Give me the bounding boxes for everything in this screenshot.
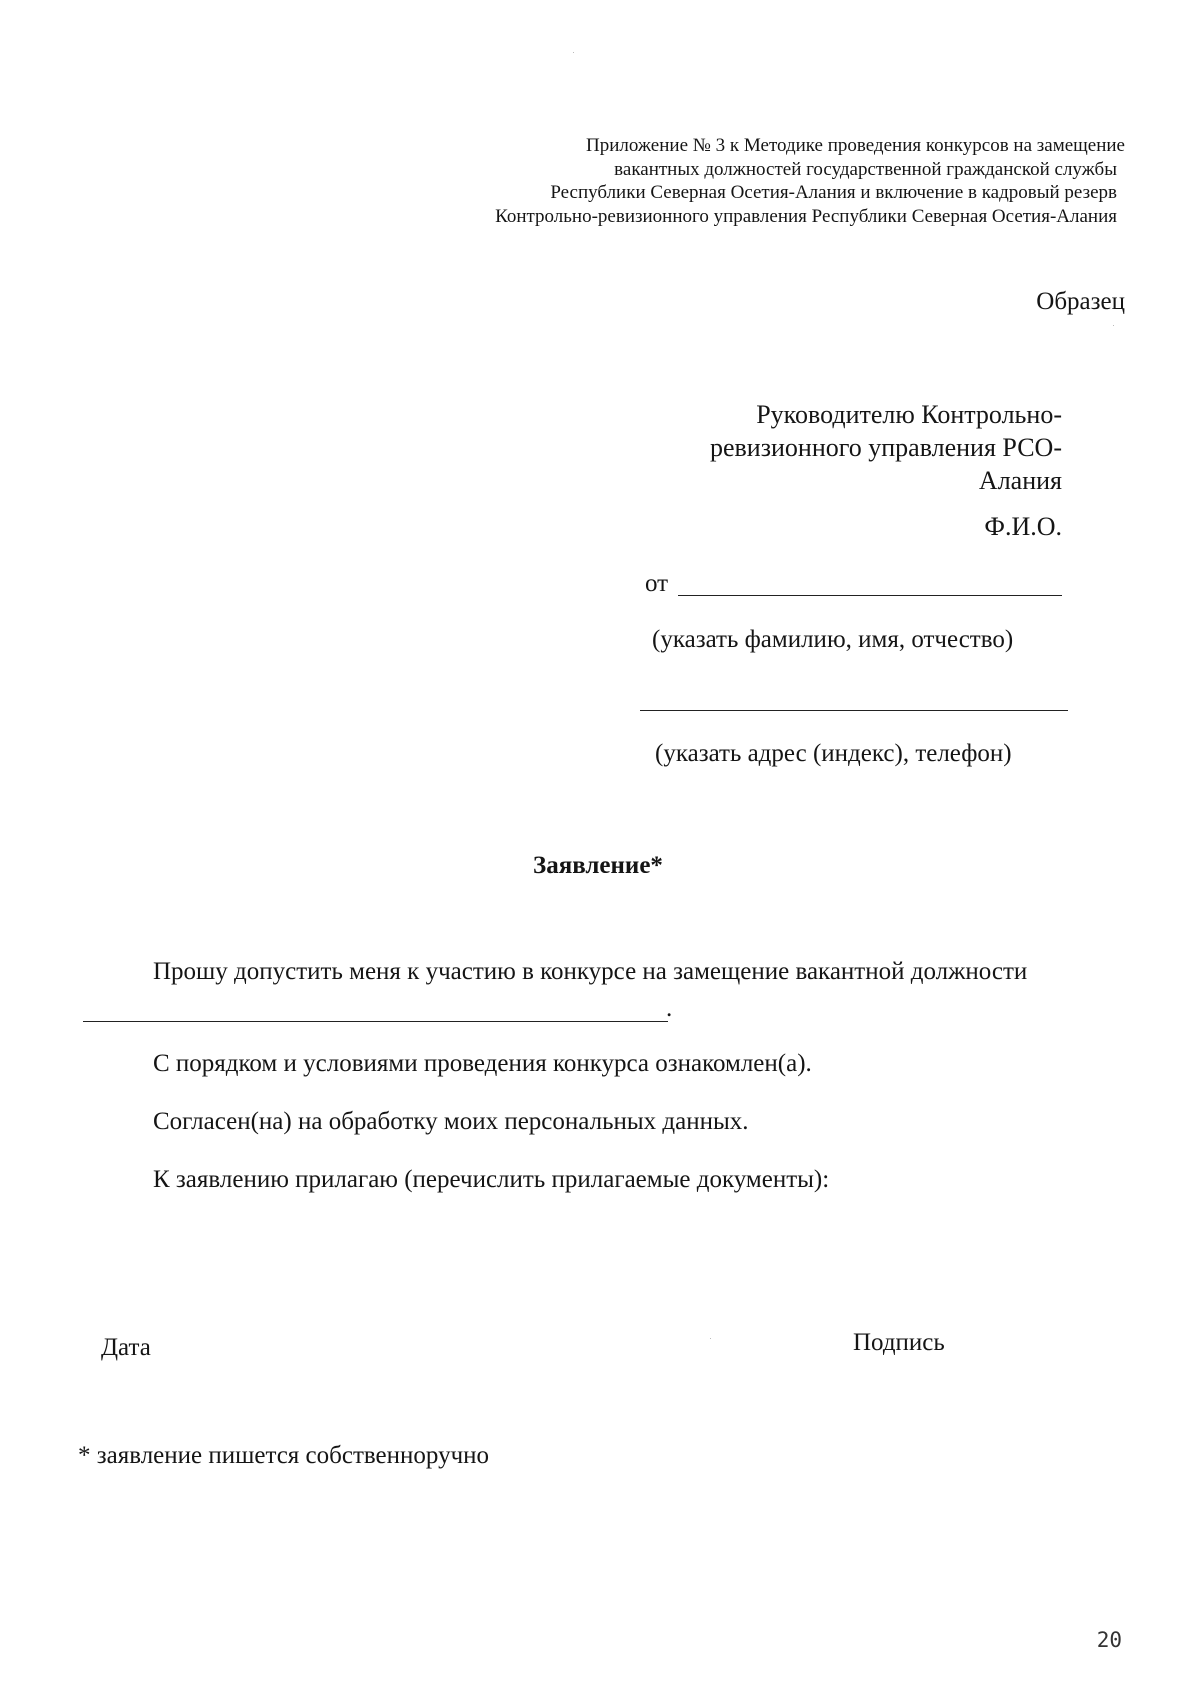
from-label: от (645, 570, 669, 597)
appendix-line-1: Приложение № 3 к Методике проведения конкурсов на замещение (586, 135, 1125, 156)
date-label: Дата (101, 1334, 151, 1361)
appendix-line-4: Контрольно-ревизионного управления Республики Северная Осетия-Алания (495, 205, 1117, 227)
request-text: Прошу допустить меня к участию в конкурсе на замещение вакантной должности (153, 958, 1028, 985)
request-end-dot: . (666, 995, 673, 1022)
addressee-fio: Ф.И.О. (984, 512, 1062, 541)
address-hint: (указать адрес (индекс), телефон) (655, 740, 1012, 767)
position-fill-line (83, 1021, 668, 1022)
name-hint: (указать фамилию, имя, отчество) (652, 626, 1014, 653)
page-number: 20 (1096, 1628, 1122, 1652)
addressee-line-1: Руководителю Контрольно- (756, 400, 1062, 429)
addressee-line-2: ревизионного управления РСО- (709, 433, 1062, 462)
name-fill-line (678, 595, 1062, 596)
sample-label: Образец (1036, 288, 1125, 315)
appendix-header (495, 134, 1125, 228)
addressee-block (710, 398, 1062, 497)
familiar-text: С порядком и условиями проведения конкурса ознакомлен(а). (153, 1050, 812, 1077)
scan-speck (710, 1338, 711, 1339)
addressee-line-3: Алания (978, 466, 1062, 495)
attach-text: К заявлению прилагаю (перечислить прилагаемые документы): (153, 1166, 830, 1193)
signature-label: Подпись (853, 1329, 945, 1356)
address-fill-line (640, 710, 1068, 711)
scan-speck (1113, 325, 1114, 326)
appendix-line-2: вакантных должностей государственной гражданской службы (614, 158, 1117, 180)
scan-speck (573, 52, 574, 53)
document-title: Заявление* (533, 852, 663, 879)
consent-text: Согласен(на) на обработку моих персональных данных. (153, 1108, 749, 1135)
appendix-line-3: Республики Северная Осетия-Алания и включение в кадровый резерв (550, 182, 1117, 203)
footnote: * заявление пишется собственноручно (78, 1442, 490, 1469)
